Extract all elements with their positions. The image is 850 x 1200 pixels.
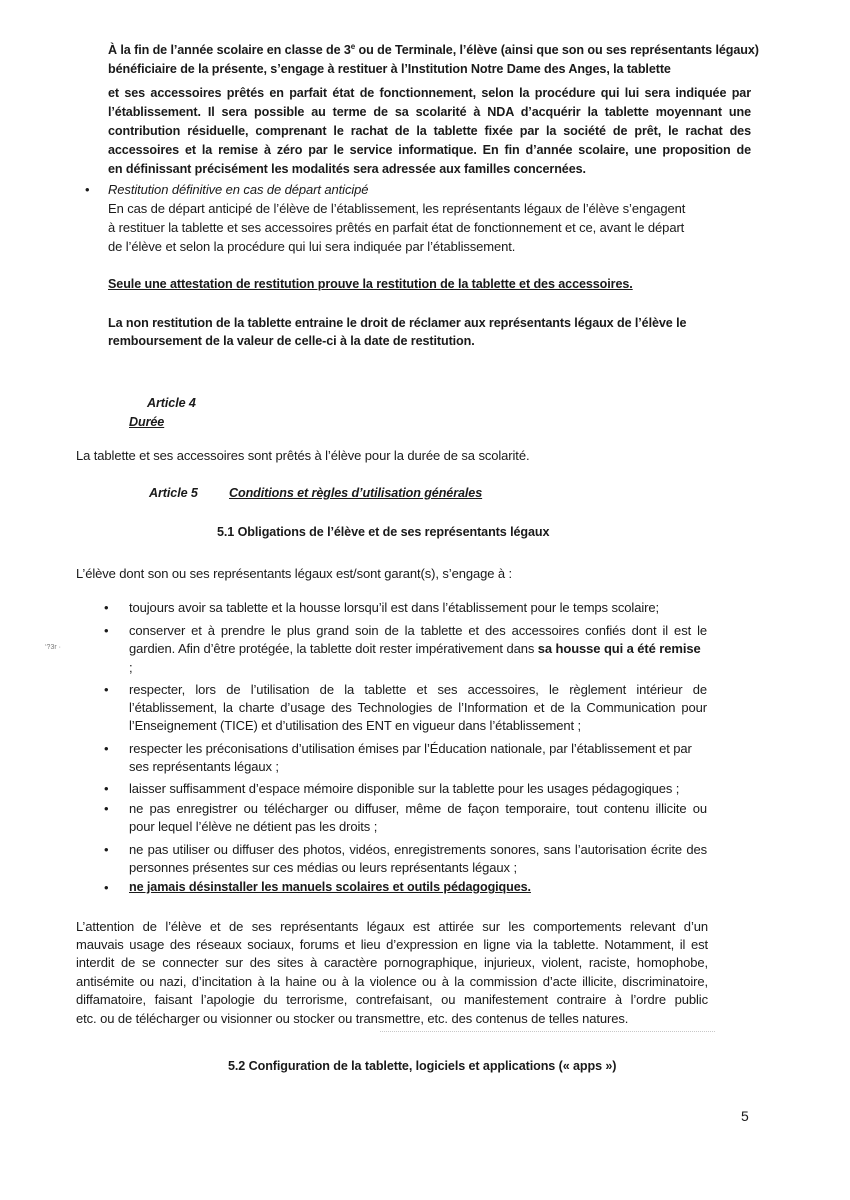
article-title: Conditions et règles d’utilisation générales <box>229 486 483 500</box>
list-item: respecter les préconisations d’utilisation émises par l’Éducation nationale, par l’établissement et par <box>129 741 692 756</box>
list-item: ses représentants légaux ; <box>129 759 279 774</box>
text-line: accessoires et la remise à zéro par le service informatique. En fin d’année scolaire, une proposition de <box>108 143 751 157</box>
text-line <box>108 42 759 59</box>
article-label: Article 4 <box>147 396 196 410</box>
list-item: ; <box>129 660 133 675</box>
scan-mark: ‘?3r · <box>45 644 61 651</box>
article-label: Article 5 <box>149 486 198 500</box>
bullet-marker: • <box>104 842 109 857</box>
bullet-marker: • <box>104 801 109 816</box>
scan-artifact-dots <box>380 1031 715 1032</box>
list-item: ne pas utiliser ou diffuser des photos, vidéos, enregistrements sonores, sans l’autorisation écrite des <box>129 842 707 857</box>
list-item: l’Enseignement (TICE) et d’utilisation des ENT en vigueur dans l’établissement ; <box>129 718 582 733</box>
bullet-marker: • <box>85 182 90 197</box>
bullet-marker: • <box>104 682 109 697</box>
list-item: ne jamais désinstaller les manuels scolaires et outils pédagogiques. <box>129 880 531 894</box>
text-line: et ses accessoires prêtés en parfait état de fonctionnement, selon la procédure qui lui sera indiquée par <box>108 86 751 100</box>
text-span: ou de Terminale, l’élève (ainsi que son ou ses représentants légaux) <box>355 43 759 57</box>
text-line: contribution résiduelle, comprenant le rachat de la tablette fixée par la société de prêt, le rachat des <box>108 124 751 138</box>
emphasis-text: sa housse qui a été remise <box>537 641 701 656</box>
text-line: L’attention de l’élève et de ses représentants légaux est attirée sur les comportements relevant d’un <box>76 919 708 934</box>
text-line: La tablette et ses accessoires sont prêtés à l’élève pour la durée de sa scolarité. <box>76 448 530 463</box>
text-line: bénéficiaire de la présente, s’engage à restituer à l’Institution Notre Dame des Anges, la tablette <box>108 62 671 76</box>
text-line: à restituer la tablette et ses accessoires prêtés en parfait état de fonctionnement et ce, avant le départ <box>108 220 685 235</box>
list-item: personnes présentes sur ces médias ou leurs représentants légaux ; <box>129 860 517 875</box>
bullet-marker: • <box>104 741 109 756</box>
bullet-marker: • <box>104 880 109 895</box>
list-item <box>129 640 701 657</box>
list-item: toujours avoir sa tablette et la housse lorsqu’il est dans l’établissement pour le temps scolaire; <box>129 600 659 615</box>
article-title: Durée <box>129 415 165 429</box>
text-line: l’établissement. Il sera possible au terme de sa scolarité à NDA d’acquérir la tablette moyennant une <box>108 105 751 119</box>
text-line: en définissant précisément les modalités sera adressée aux familles concernées. <box>108 162 586 176</box>
text-line: En cas de départ anticipé de l’élève de l’établissement, les représentants légaux de l’élève s’engagent <box>108 201 686 216</box>
text-line: remboursement de la valeur de celle-ci à la date de restitution. <box>108 334 475 348</box>
section-heading: Restitution définitive en cas de départ anticipé <box>108 182 369 197</box>
bullet-marker: • <box>104 600 109 615</box>
attestation-notice: Seule une attestation de restitution prouve la restitution de la tablette et des accessoires. <box>108 277 633 291</box>
text-line: diffamatoire, faisant l’apologie du terrorisme, contrefaisant, ou manifestement contraire à l’ordre public <box>76 992 708 1007</box>
text-line: etc. ou de télécharger ou visionner ou stocker ou transmettre, etc. des contenus de telles natures. <box>76 1011 629 1026</box>
list-item: ne pas enregistrer ou télécharger ou diffuser, même de façon temporaire, tout contenu illicite ou <box>129 801 707 816</box>
text-line: interdit de se connecter sur des sites à caractère pornographique, injurieux, violent, raciste, homophobe, <box>76 955 708 970</box>
list-item: conserver et à prendre le plus grand soin de la tablette et des accessoires confiés dont il est le <box>129 623 707 638</box>
text-line: La non restitution de la tablette entraine le droit de réclamer aux représentants légaux de l’élève le <box>108 316 687 330</box>
text-line: de l’élève et selon la procédure qui lui sera indiquée par l’établissement. <box>108 239 516 254</box>
subsection-heading: 5.1 Obligations de l’élève et de ses représentants légaux <box>217 525 550 539</box>
text-span: À la fin de l’année scolaire en classe de 3 <box>108 43 351 57</box>
bullet-marker: • <box>104 623 109 638</box>
list-item: respecter, lors de l’utilisation de la tablette et ses accessoires, le règlement intérieur de <box>129 682 707 697</box>
list-item: laisser suffisamment d’espace mémoire disponible sur la tablette pour les usages pédagogiques ; <box>129 781 680 796</box>
bullet-marker: • <box>104 781 109 796</box>
list-item: l’établissement, la charte d’usage des Technologies de l’Information et de la Communication pour <box>129 700 707 715</box>
page-number: 5 <box>741 1108 749 1124</box>
subsection-heading: 5.2 Configuration de la tablette, logiciels et applications (« apps ») <box>228 1059 617 1073</box>
text-line: mauvais usage des réseaux sociaux, forums et lieu d’expression en ligne via la tablette. Notamment, il est <box>76 937 708 952</box>
text-span: gardien. Afin d’être protégée, la tablette doit rester impérativement dans <box>129 641 538 656</box>
list-item: pour lequel l’élève ne détient pas les droits ; <box>129 819 378 834</box>
text-line: antisémite ou nazi, d’incitation à la haine ou à la violence ou à la commission d’acte illicite, discriminatoire, <box>76 974 708 989</box>
text-line: L’élève dont son ou ses représentants légaux est/sont garant(s), s’engage à : <box>76 566 513 581</box>
superscript: e <box>350 41 356 51</box>
